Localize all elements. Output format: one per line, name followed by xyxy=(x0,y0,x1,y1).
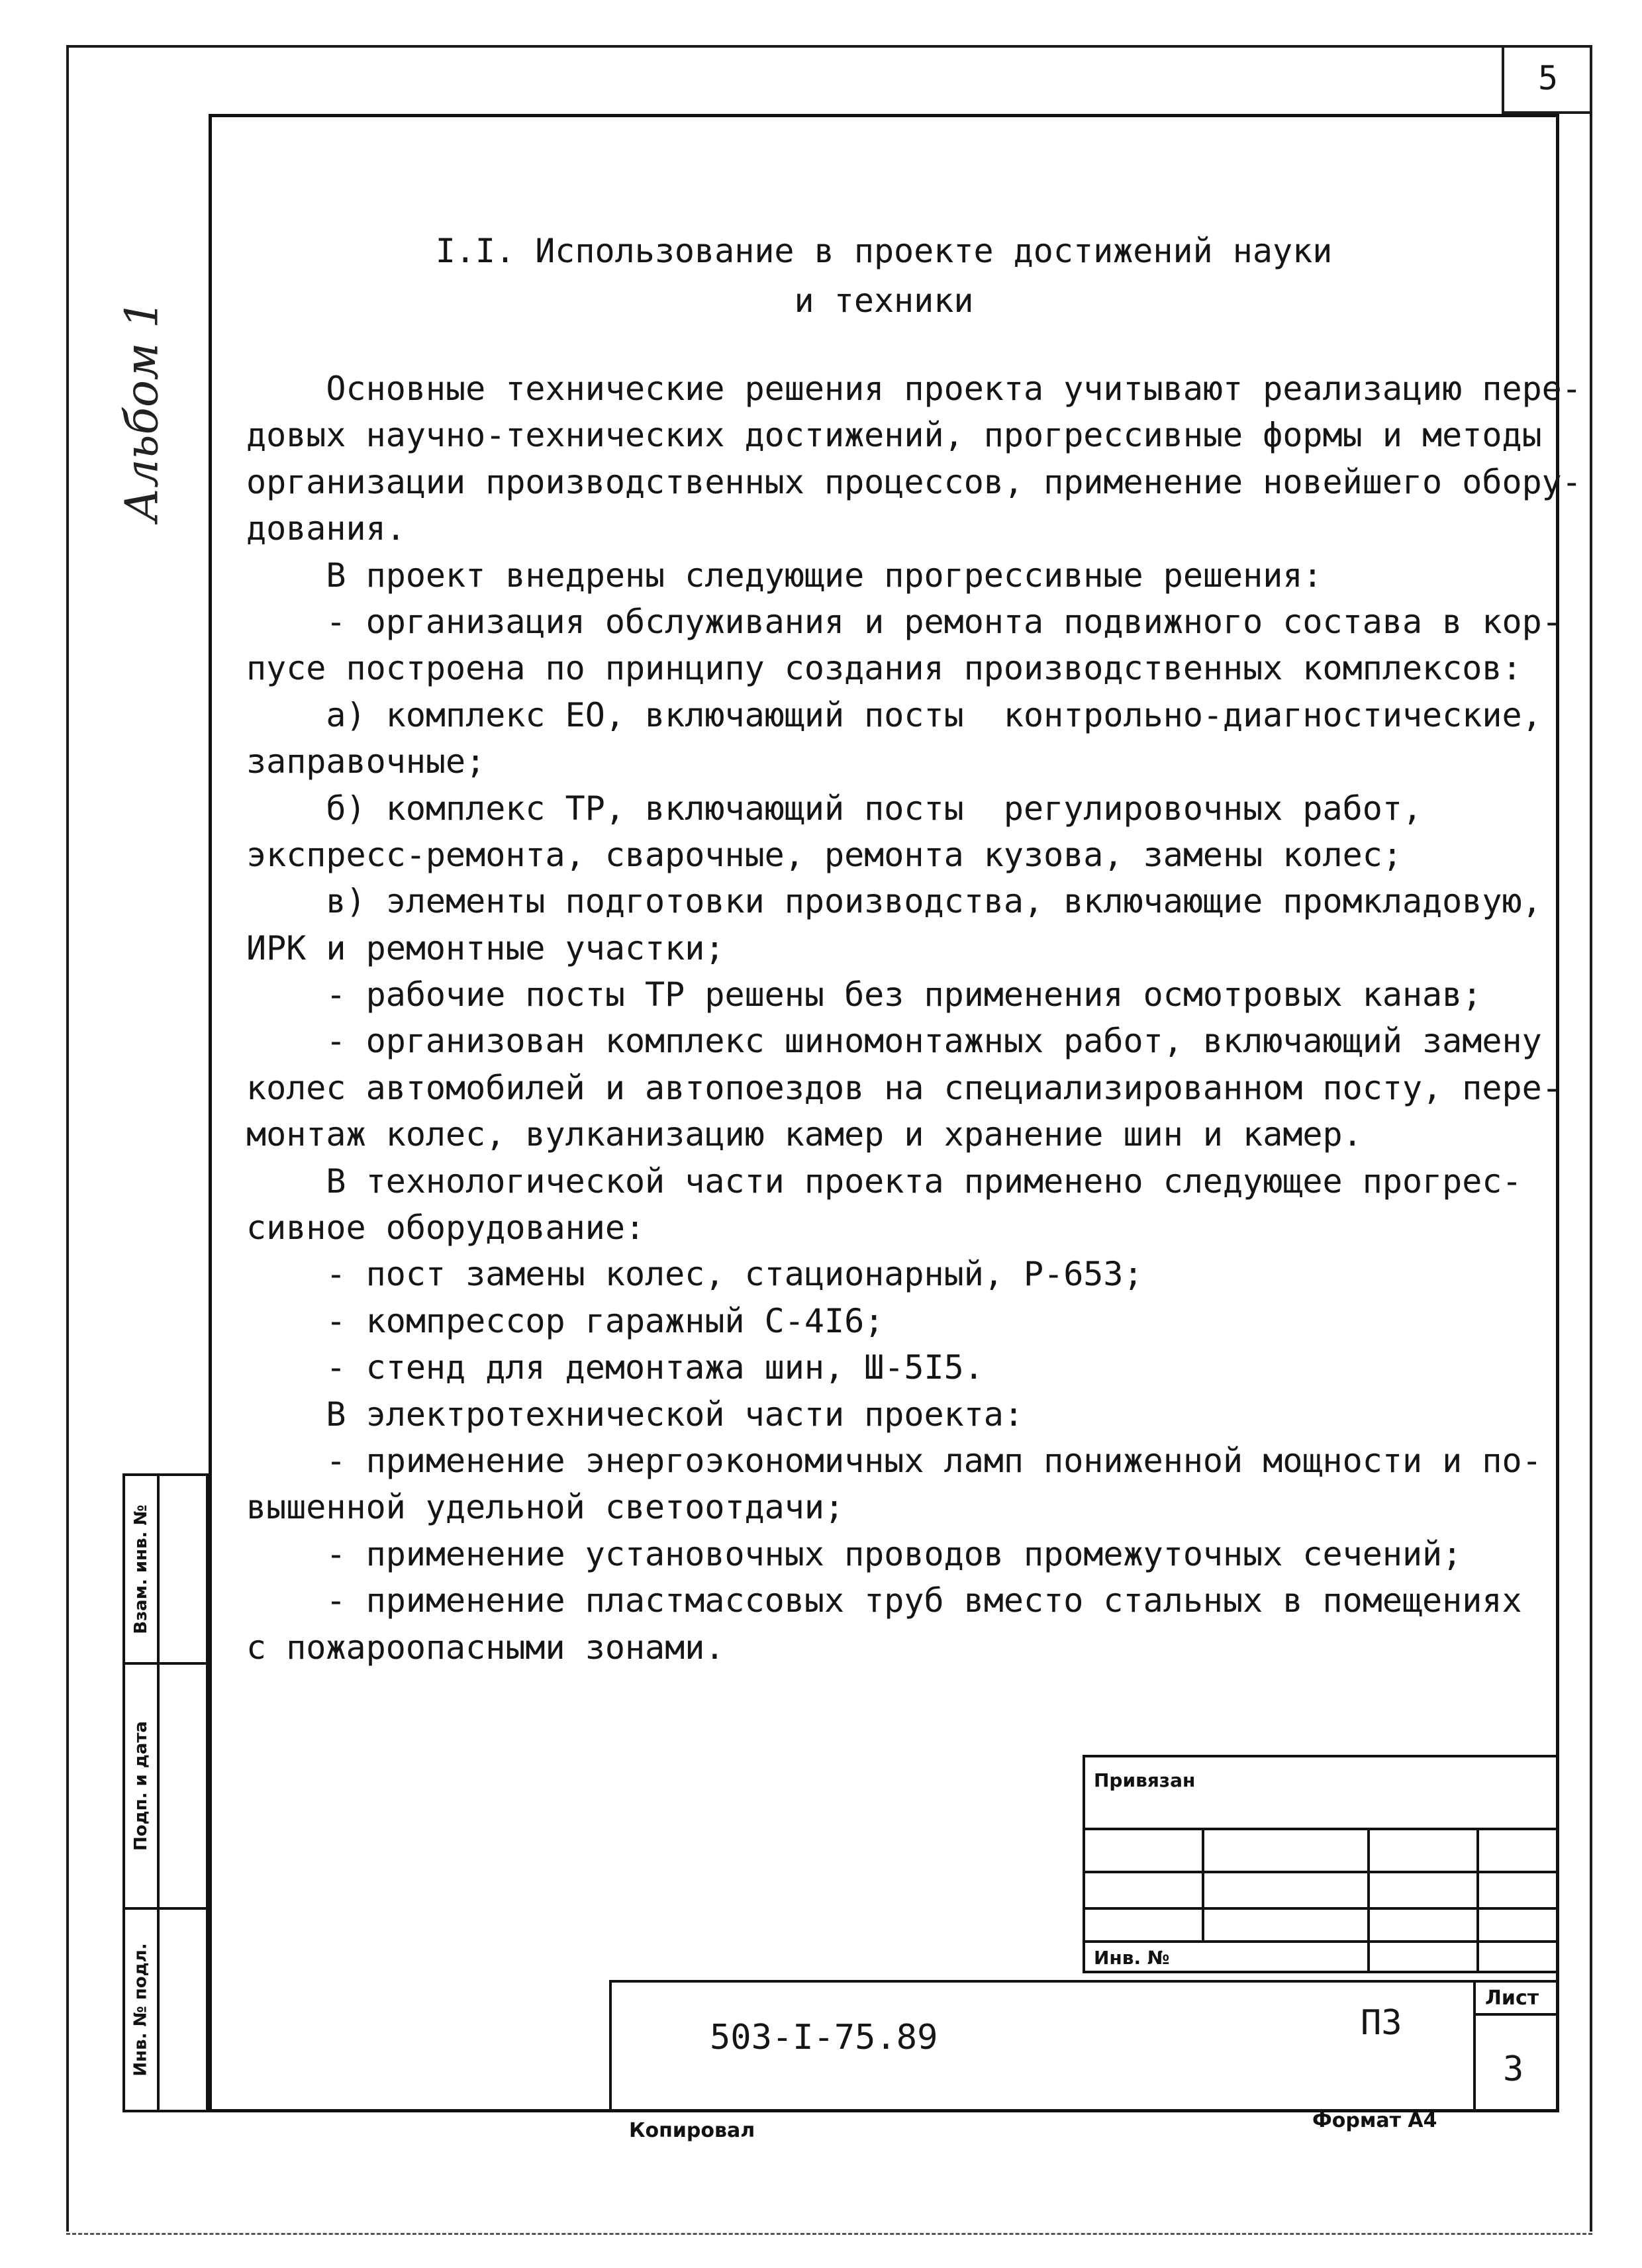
document-code: 503-I-75.89 xyxy=(710,2018,938,2057)
text-line: с пожароопасными зонами. xyxy=(246,1628,725,1667)
binding-stamp-inv-label: Инв. № xyxy=(1094,1947,1170,1969)
text-line: - пост замены колес, стационарный, Р-653; xyxy=(246,1255,1143,1294)
text-line: колес автомобилей и автопоездов на специализированном посту, пере- xyxy=(246,1068,1562,1107)
footer-format: Формат А4 xyxy=(1312,2109,1437,2132)
album-label xyxy=(99,299,185,522)
text-line: сивное оборудование: xyxy=(246,1208,646,1248)
document-section: ПЗ xyxy=(1361,2003,1402,2043)
text-line: - организован комплекс шиномонтажных работ, включающий замену xyxy=(246,1022,1542,1061)
side-stamp-podp-data: Подп. и дата xyxy=(131,1721,152,1851)
text-line: В проект внедрены следующие прогрессивные решения: xyxy=(246,556,1323,595)
binding-stamp-column-line xyxy=(1367,1828,1370,1973)
text-line: - применение установочных проводов промежуточных сечений; xyxy=(246,1534,1463,1573)
binding-stamp-column-line xyxy=(1202,1828,1204,1940)
text-line: - компрессор гаражный С-4I6; xyxy=(246,1301,885,1340)
sheet-number-box xyxy=(1502,45,1592,114)
title-block-row-line xyxy=(1473,2013,1559,2016)
binding-stamp-row-line xyxy=(1083,1907,1559,1910)
text-line: - применение пластмассовых труб вместо стальных в помещениях xyxy=(246,1581,1522,1620)
text-line: В электротехнической части проекта: xyxy=(246,1395,1024,1434)
text-line: - применение энергоэкономичных ламп пониженной мощности и по- xyxy=(246,1441,1542,1480)
section-title-continuation: и техники xyxy=(794,281,974,320)
side-stamp-cell xyxy=(124,1910,158,2110)
binding-stamp-row-line xyxy=(1083,1940,1559,1943)
sheet-value: 3 xyxy=(1503,2049,1524,2089)
text-line: экспресс-ремонта, сварочные, ремонта кузова, замены колес; xyxy=(246,835,1402,874)
side-stamp-cell xyxy=(124,1476,158,1662)
title-block-column-line xyxy=(1473,1980,1476,2112)
text-line: вышенной удельной светоотдачи; xyxy=(246,1488,845,1527)
text-line: - рабочие посты ТР решены без применения осмотровых канав; xyxy=(246,975,1482,1014)
sheet-label: Лист xyxy=(1485,1987,1539,2010)
binding-stamp-row-line xyxy=(1083,1871,1559,1873)
text-line: дования. xyxy=(246,509,406,548)
text-line: б) комплекс ТР, включающий посты регулировочных работ, xyxy=(246,789,1423,828)
section-title: I.I. Использование в проекте достижений науки xyxy=(435,232,1333,270)
text-line: а) комплекс ЕО, включающий посты контрольно-диагностические, xyxy=(246,695,1542,734)
outer-frame-bottom-edge xyxy=(66,2233,1592,2235)
text-line: заправочные; xyxy=(246,742,486,781)
binding-stamp-label: Привязан xyxy=(1094,1769,1196,1791)
text-line: в) элементы подготовки производства, включающие промкладовую, xyxy=(246,882,1542,921)
text-line: - стенд для демонтажа шин, Ш-5I5. xyxy=(246,1348,984,1387)
side-stamp-inv-podl: Инв. № подл. xyxy=(131,1943,151,2077)
text-line: В технологической части проекта применено следующее прогрес- xyxy=(246,1161,1522,1201)
side-stamp-cell xyxy=(124,1665,158,1907)
binding-stamp-column-line xyxy=(1476,1828,1479,1973)
sheet-number: 5 xyxy=(1537,59,1559,97)
text-line: монтаж колес, вулканизацию камер и хранение шин и камер. xyxy=(246,1115,1363,1154)
body-text xyxy=(246,366,1582,1671)
text-line: организации производственных процессов, применение новейшего обору- xyxy=(246,462,1582,501)
binding-stamp-row-line xyxy=(1083,1828,1559,1830)
text-line: довых научно-технических достижений, прогрессивные формы и методы xyxy=(246,416,1542,455)
text-line: пусе построена по принципу создания производственных комплексов: xyxy=(246,649,1522,688)
side-stamp-vzam-inv: Взам. инв. № xyxy=(131,1504,151,1634)
text-line: - организация обслуживания и ремонта подвижного состава в кор- xyxy=(246,602,1562,641)
footer-copied: Копировал xyxy=(629,2119,755,2142)
album-label-text: Альбом 1 xyxy=(116,299,169,522)
text-line: Основные технические решения проекта учитывают реализацию пере- xyxy=(246,370,1582,408)
text-line: ИРК и ремонтные участки; xyxy=(246,928,725,967)
